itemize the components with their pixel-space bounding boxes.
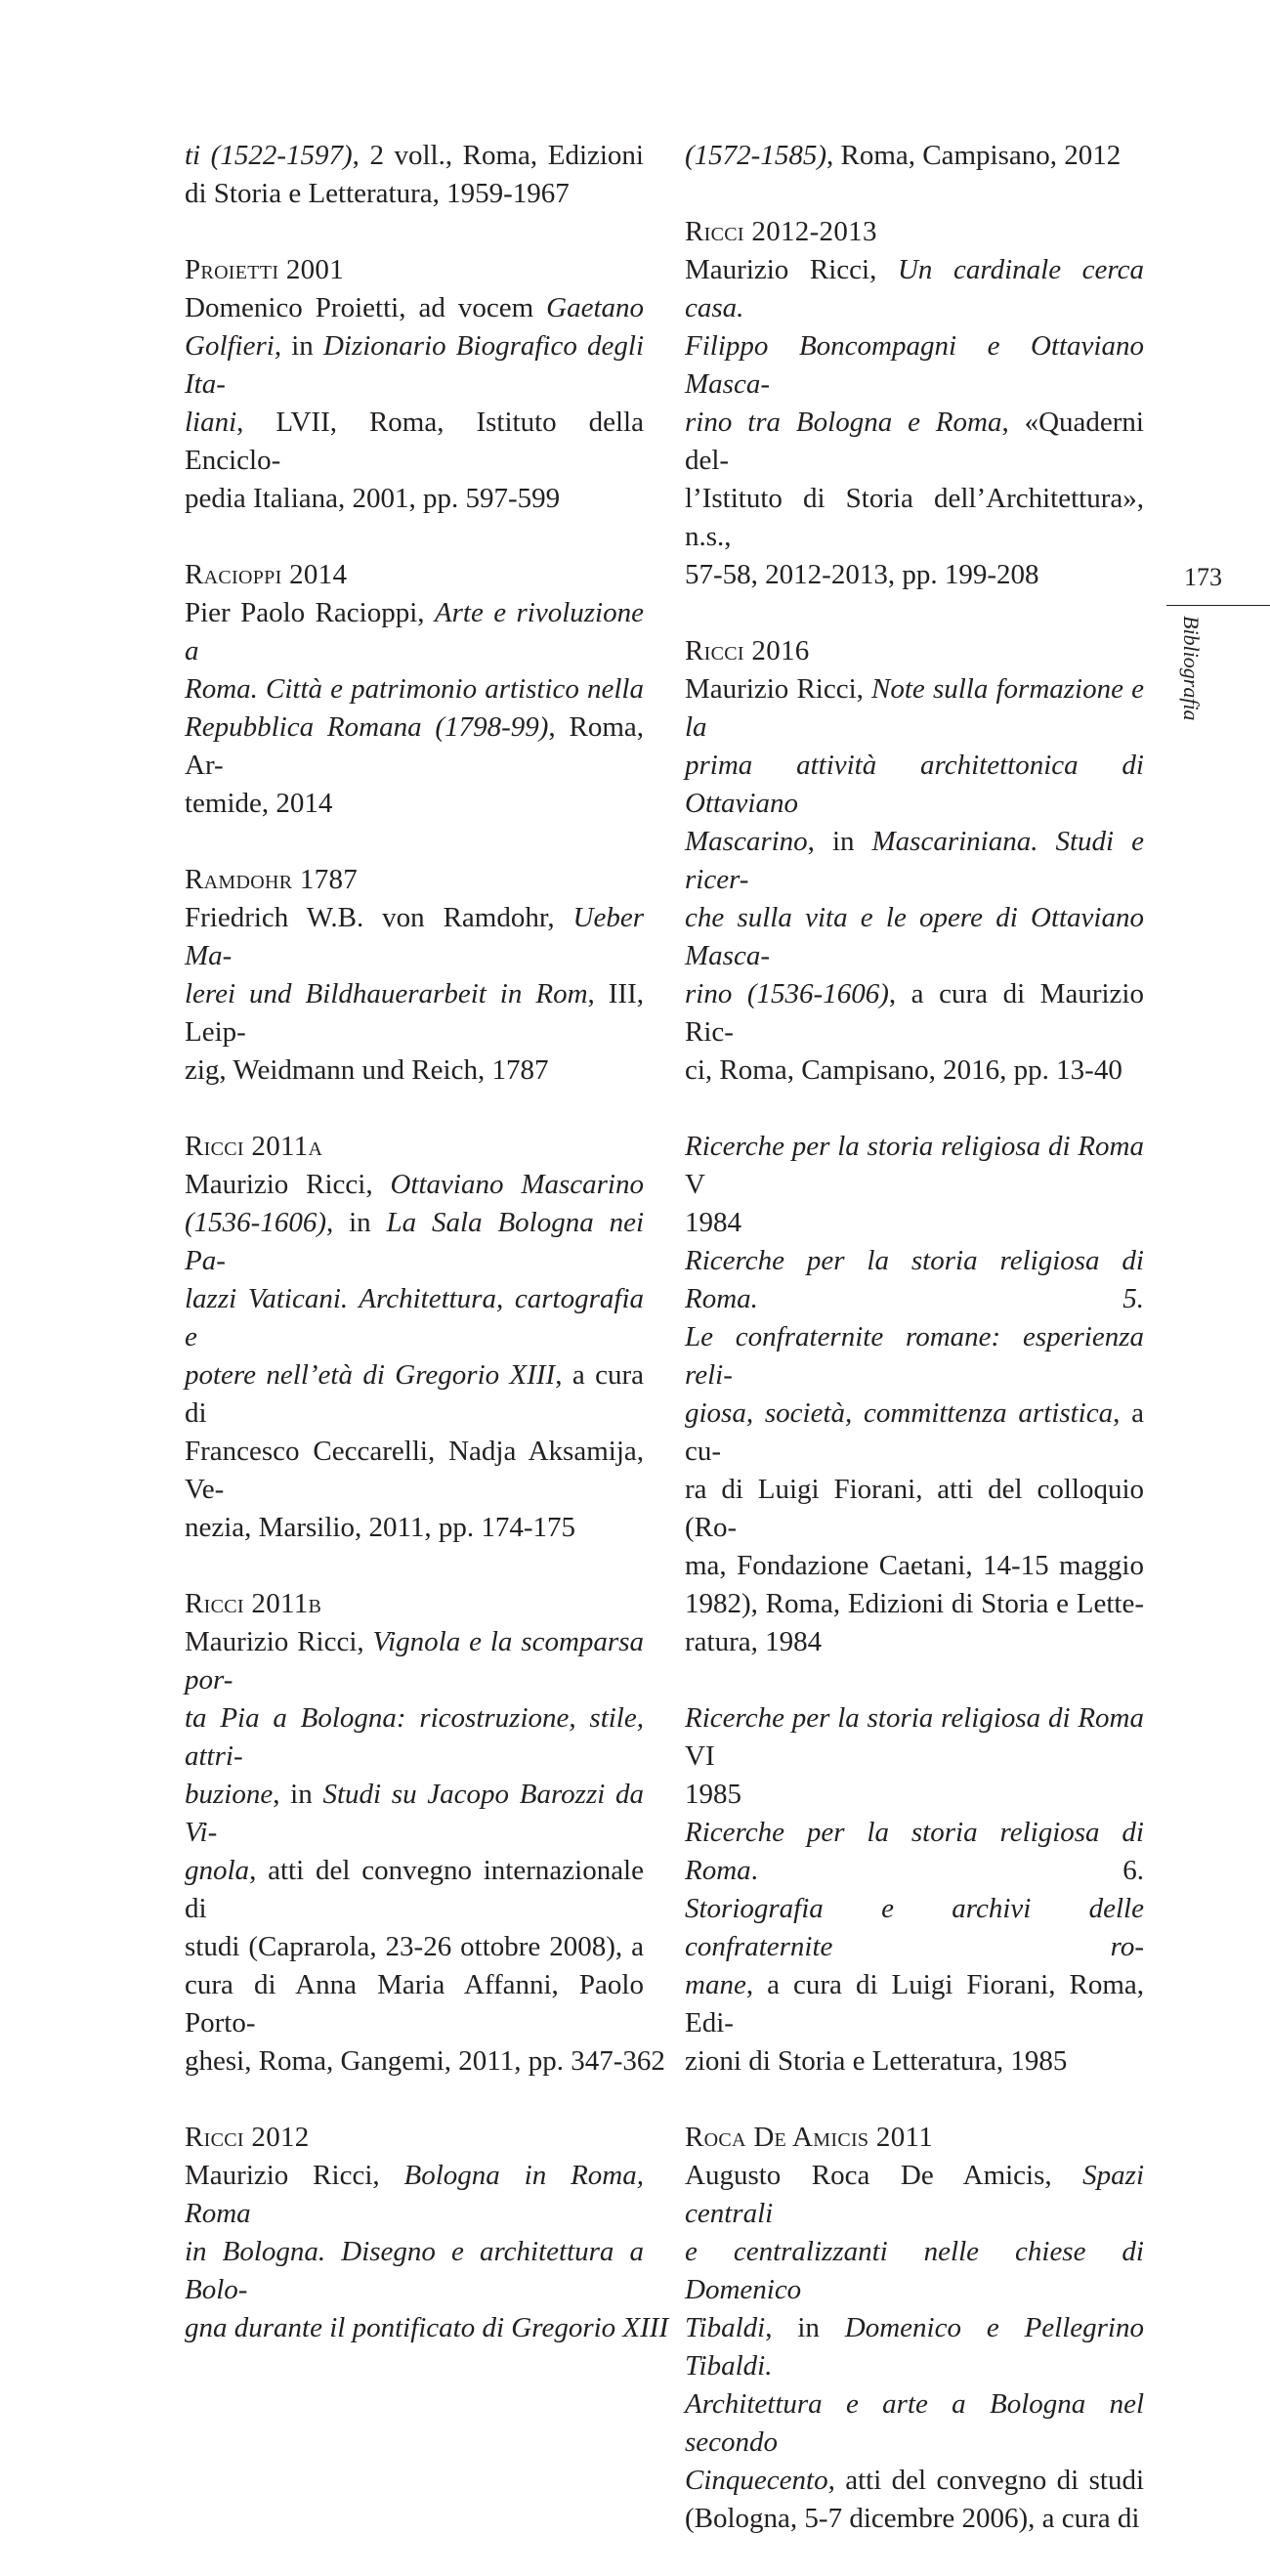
text: VI [685,1740,715,1772]
italic-text: Ricerche per la storia religiosa di Roma [685,1702,1144,1734]
text: pedia Italiana, 2001, pp. 597-599 [185,483,561,514]
italic-text: lerei und Bildhauerarbeit in Rom [185,978,588,1009]
entry-key: Proietti 2001 [185,254,345,285]
text: , in [765,2312,845,2343]
text: Augusto Roca De Amicis, [685,2160,1083,2191]
text: , «Quaderni del- [685,407,1144,476]
text: di Storia e Letteratura, 1959-1967 [185,178,570,209]
italic-text: liani [185,407,237,438]
entry-line [185,1204,644,1280]
italic-text: Dizionario Biografico degli Ita- [185,330,644,400]
entry-key: Racioppi 2014 [185,559,348,590]
entry-line [685,1471,1144,1547]
text: ci, Roma, Campisano, 2016, pp. 13-40 [685,1054,1122,1086]
entry-line [185,1509,644,1547]
entry-line [185,327,644,404]
entry-line [685,404,1144,480]
italic-text: Golfieri, [185,330,282,362]
text: in [281,330,323,362]
entry-line [185,1852,644,1928]
entry-key: Roca De Amicis 2011 [685,2122,934,2153]
entry-line [685,747,1144,823]
italic-text: (1572-1585) [685,140,826,171]
bibliography-entry [685,2119,1144,2538]
entry-line [685,251,1144,327]
entry-line [185,670,644,708]
italic-text: Architettura e arte a Bologna nel secondo [685,2388,1144,2458]
running-head [1179,616,1213,743]
text: , a cura di Maurizio Ric- [685,978,1144,1048]
italic-text: Bologna in Roma, Roma [185,2160,644,2229]
entry-line [685,2042,1144,2081]
entry-line [685,1966,1144,2042]
italic-text: che sulla vita e le opere di Ottaviano Masca- [685,902,1144,971]
italic-text: Roma. Città e patrimonio artistico nella [185,673,644,705]
entry-line [185,1052,644,1090]
italic-text: Ottaviano Mascarino [390,1169,644,1200]
text: 1985 [685,1779,741,1810]
italic-text: gnola [185,1855,250,1886]
entry-line [685,2157,1144,2233]
text: V [685,1169,705,1200]
bibliography-entry [685,213,1144,594]
italic-text: Mascariniana. Studi e ricer- [685,826,1144,895]
entry-line [685,2233,1144,2309]
entry-line [185,1928,644,1966]
entry-line [185,2042,665,2081]
text: ra di Luigi Fiorani, atti del colloquio (Ro- [685,1474,1144,1543]
italic-text: Filippo Boncompagni e Ottaviano Masca- [685,330,1144,400]
italic-text: Un cardinale cerca casa. [685,254,1144,323]
entry-line [685,1204,1144,1242]
entry-key: Ricci 2012-2013 [685,216,877,247]
text: Francesco Ceccarelli, Nadja Aksamija, Ve- [185,1436,644,1505]
bibliography-entry [185,1585,665,2081]
entry-line [185,2157,644,2233]
text: . 6. [750,1855,1144,1886]
text: 1984 [685,1207,741,1238]
italic-text: in Bologna. Disegno e architettura a Bolo- [185,2236,644,2305]
entry-line [185,975,644,1052]
text: Maurizio Ricci, [185,1626,373,1657]
entry-line [685,327,1144,404]
italic-text: mane [685,1969,746,2000]
page-number: 173 [1184,563,1222,591]
entry-line [185,899,644,975]
italic-text: Arte e rivoluzione a [185,597,644,666]
right-column [685,137,1144,2576]
entry-line [685,1395,1144,1471]
entry-line [685,1128,1144,1204]
text: ghesi, Roma, Gangemi, 2011, pp. 347-362 [185,2045,665,2077]
text: Maurizio Ricci, [685,254,898,285]
bibliography-entry [685,632,1144,1090]
bibliography-entry [185,251,644,518]
entry-line [685,556,1144,594]
entry-line [685,899,1144,975]
entry-line [685,1890,1144,1966]
italic-text: prima attività architettonica di Ottaviano [685,750,1144,819]
text: l’Istituto di Storia dell’Architettura», n.s., [685,483,1144,552]
entry-line [185,404,644,480]
text: Maurizio Ricci, [685,673,872,705]
italic-text: buzione [185,1779,274,1810]
entry-line [185,289,644,327]
italic-text: potere nell’età di Gregorio XIII [185,1359,556,1391]
text: Domenico Proietti, ad vocem [185,292,547,323]
text: , a cu- [685,1397,1144,1467]
text: cura di Anna Maria Affanni, Paolo Porto- [185,1969,644,2039]
text: Maurizio Ricci, [185,1169,391,1200]
italic-text: rino (1536-1606) [685,978,889,1009]
text: , in [807,826,872,857]
entry-line [685,1242,1144,1318]
italic-text: La Sala Bologna nei Pa- [185,1207,645,1276]
text: , in [273,1779,323,1810]
entry-line [685,823,1144,899]
italic-text: Storiografia e archivi delle confraternite ro- [685,1893,1144,1962]
text: 57-58, 2012-2013, pp. 199-208 [685,559,1039,590]
bibliography-entry [185,556,644,823]
entry-line [185,1166,644,1204]
text: Friedrich W.B. von Ramdohr, [185,902,573,933]
entry-line [185,137,644,175]
text: (Bologna, 5-7 dicembre 2006), a cura di [685,2503,1140,2534]
text: , III, Leip- [185,978,644,1048]
entry-line [685,1623,1144,1661]
entry-line [185,1280,644,1356]
italic-text: Repubblica Romana (1798-99) [185,711,549,743]
entry-key: Ricci 2011a [185,1131,323,1162]
entry-line [685,670,1144,747]
italic-text: Ricerche per la storia religiosa di Roma [685,1131,1144,1162]
text: , atti del convegno internazionale di [185,1855,644,1924]
bibliography-entry [185,861,644,1090]
text: nezia, Marsilio, 2011, pp. 174-175 [185,1512,576,1543]
text: zioni di Storia e Letteratura, 1985 [685,2045,1068,2077]
italic-text: lazzi Vaticani. Architettura, cartografia e [185,1283,644,1352]
bibliography-entry [185,137,644,213]
italic-text: giosa, società, committenza artistica [685,1397,1114,1429]
italic-text: e centralizzanti nelle chiese di Domenico [685,2236,1144,2305]
entry-line [685,2309,1144,2385]
entry-line [185,2233,644,2309]
entry-line [685,137,1144,175]
text: ratura, 1984 [685,1626,823,1657]
text: , in [325,1207,387,1238]
italic-text: Studi su Jacopo Barozzi da Vi- [185,1779,644,1848]
entry-line [185,594,644,670]
entry-line [185,1966,644,2042]
left-column [185,137,669,2385]
text: ma, Fondazione Caetani, 14-15 maggio [685,1550,1144,1581]
bibliography-entry [685,137,1144,175]
entry-line [685,1547,1144,1585]
italic-text: Ricerche per la storia religiosa di Roma. 5. [685,1245,1144,1314]
italic-text: rino tra Bologna e Roma [685,407,1002,438]
entry-line [185,1356,644,1433]
entry-line [685,975,1144,1052]
entry-line [185,2309,669,2347]
entry-line [685,2462,1144,2500]
bibliography-entry [185,2119,669,2347]
italic-text: ta Pia a Bologna: ricostruzione, stile, attri- [185,1702,644,1772]
italic-text: Mascarino [685,826,808,857]
text: 1982), Roma, Edizioni di Storia e Lette- [685,1588,1144,1619]
entry-line [685,480,1144,556]
italic-text: Domenico e Pellegrino Tibaldi. [685,2312,1144,2382]
entry-line [685,2500,1144,2538]
entry-line [185,175,644,213]
italic-text: Tibaldi [685,2312,766,2343]
entry-line [685,1318,1144,1395]
text: , Roma, Campisano, 2012 [826,140,1122,171]
bibliography-entry [685,1128,1144,1661]
italic-text: Gaetano [546,292,644,323]
entry-key: Ricci 2011b [185,1588,322,1619]
entry-line [185,1776,644,1852]
text: zig, Weidmann und Reich, 1787 [185,1054,549,1086]
entry-line [685,1052,1144,1090]
italic-text: Spazi centrali [685,2160,1144,2229]
italic-text: Note sulla formazione e la [685,673,1144,743]
running-head-text: Bibliografia [1179,616,1204,721]
italic-text: (1536-1606) [185,1207,326,1238]
text: , a cura di [185,1359,644,1429]
margin-rule [1166,605,1270,606]
entry-line [685,1814,1144,1890]
entry-key: Ramdohr 1787 [185,864,359,895]
italic-text: gna durante il pontificato di Gregorio XIII [185,2312,669,2343]
text: , 2 voll., Roma, Edizioni [352,140,644,171]
entry-line [685,1585,1144,1623]
text: Maurizio Ricci, [185,2160,404,2191]
text: , a cura di Luigi Fiorani, Roma, Edi- [685,1969,1144,2039]
entry-line [185,480,644,518]
entry-line [185,785,644,823]
text: , LVII, Roma, Istituto della Enciclo- [185,407,644,476]
entry-key: Ricci 2016 [685,635,810,666]
italic-text: Vignola e la scomparsa por- [185,1626,644,1696]
entry-line [185,708,644,785]
text: , Roma, Ar- [185,711,645,781]
entry-line [685,2385,1144,2462]
entry-line [185,1699,644,1776]
text: temide, 2014 [185,788,333,819]
italic-text: Cinquecento, [685,2465,835,2496]
entry-line [185,1433,644,1509]
italic-text: Le confraternite romane: esperienza reli- [685,1321,1144,1391]
bibliography-entry [685,1699,1144,2081]
text: Pier Paolo Racioppi, [185,597,435,628]
bibliography-entry [185,1128,644,1547]
text: atti del convegno di studi [834,2465,1144,2496]
entry-line [185,1623,644,1699]
italic-text: Ricerche per la storia religiosa di Roma [685,1817,1144,1886]
italic-text: Ueber Ma- [185,902,644,971]
text: studi (Caprarola, 23-26 ottobre 2008), a [185,1931,644,1962]
entry-key: Ricci 2012 [185,2122,310,2153]
entry-line [685,1776,1144,1814]
italic-text: ti (1522-1597) [185,140,353,171]
entry-line [685,1699,1144,1776]
